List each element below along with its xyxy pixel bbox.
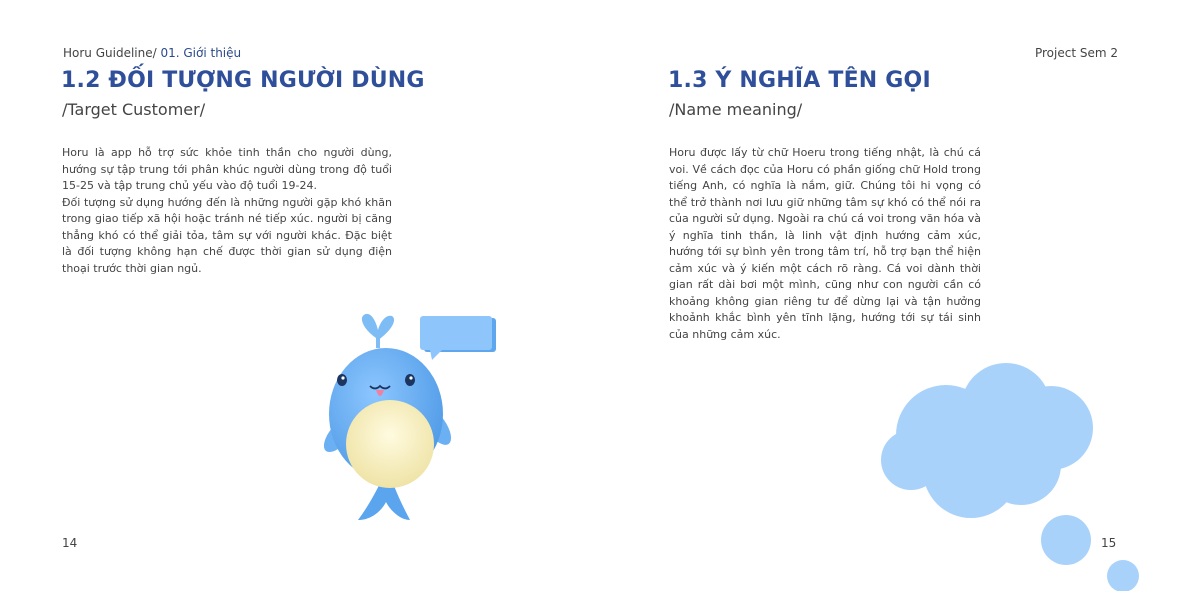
section-title-name-meaning: 1.3 Ý NGHĨA TÊN GỌI [668,68,931,93]
target-customer-paragraph: Đối tượng sử dụng hướng đến là những người gặp khó khăn trong giao tiếp xã hội hoặc tránh né tiếp xúc. người bị căng thẳng khó có thể giải tỏa, tâm sự với người khác. Đặc biệt là đối tượng không hạn chế được thời gian sử dụng điện thoại trước thời gian ngủ. [62,195,392,275]
whale-mascot-icon [318,306,503,526]
name-meaning-body: Horu được lấy từ chữ Hoeru trong tiếng nhật, là chú cá voi. Về cách đọc của Horu có phần giống chữ Hold trong tiếng Anh, có nghĩa là nắm, giữ. Chúng tôi hi vọng có thể trở thành nơi lưu giữ những tâm sự khó có thể nói ra của người sử dụng. Ngoài ra chú cá voi trong văn hóa và ý nghĩa tinh thần, là linh vật định hướng cảm xúc, hướng tới sự bình yên trong tâm trí, hỗ trợ bạn thể hiện cảm xúc và ý kiến một cách rõ ràng. Cá voi dành thời gian rất dài bơi một mình, cũng như con người cần có khoảng không gian riêng tư để dừng lại và tận hưởng khoảnh khắc bình yên tĩnh lặng, hướng tới sự tái sinh của những cảm xúc. [669,146,981,341]
thought-cloud-icon [881,360,1183,591]
breadcrumb [63,46,241,60]
section-subtitle-target-customer: /Target Customer/ [62,100,206,119]
project-label: Project Sem 2 [1034,46,1118,60]
right-page [591,0,1183,591]
page-number: 15 [1101,536,1117,550]
water-spout-icon [362,314,394,348]
page-number: 14 [62,536,78,550]
section-title-target-customer: 1.2 ĐỐI TƯỢNG NGƯỜI DÙNG [61,68,425,93]
section-subtitle-name-meaning: /Name meaning/ [669,100,803,119]
breadcrumb-current: 01. Giới thiệu [156,46,242,60]
target-customer-body [62,145,392,277]
target-customer-paragraph: Horu là app hỗ trợ sức khỏe tinh thần cho người dùng, hướng sự tập trung tới phân khúc người dùng trong độ tuổi 15-25 và tập trung chủ yếu vào độ tuổi 19-24. [62,146,392,192]
left-page [0,0,591,591]
speech-bubble-icon [420,316,496,360]
breadcrumb-root: Horu Guideline/ [63,46,157,60]
